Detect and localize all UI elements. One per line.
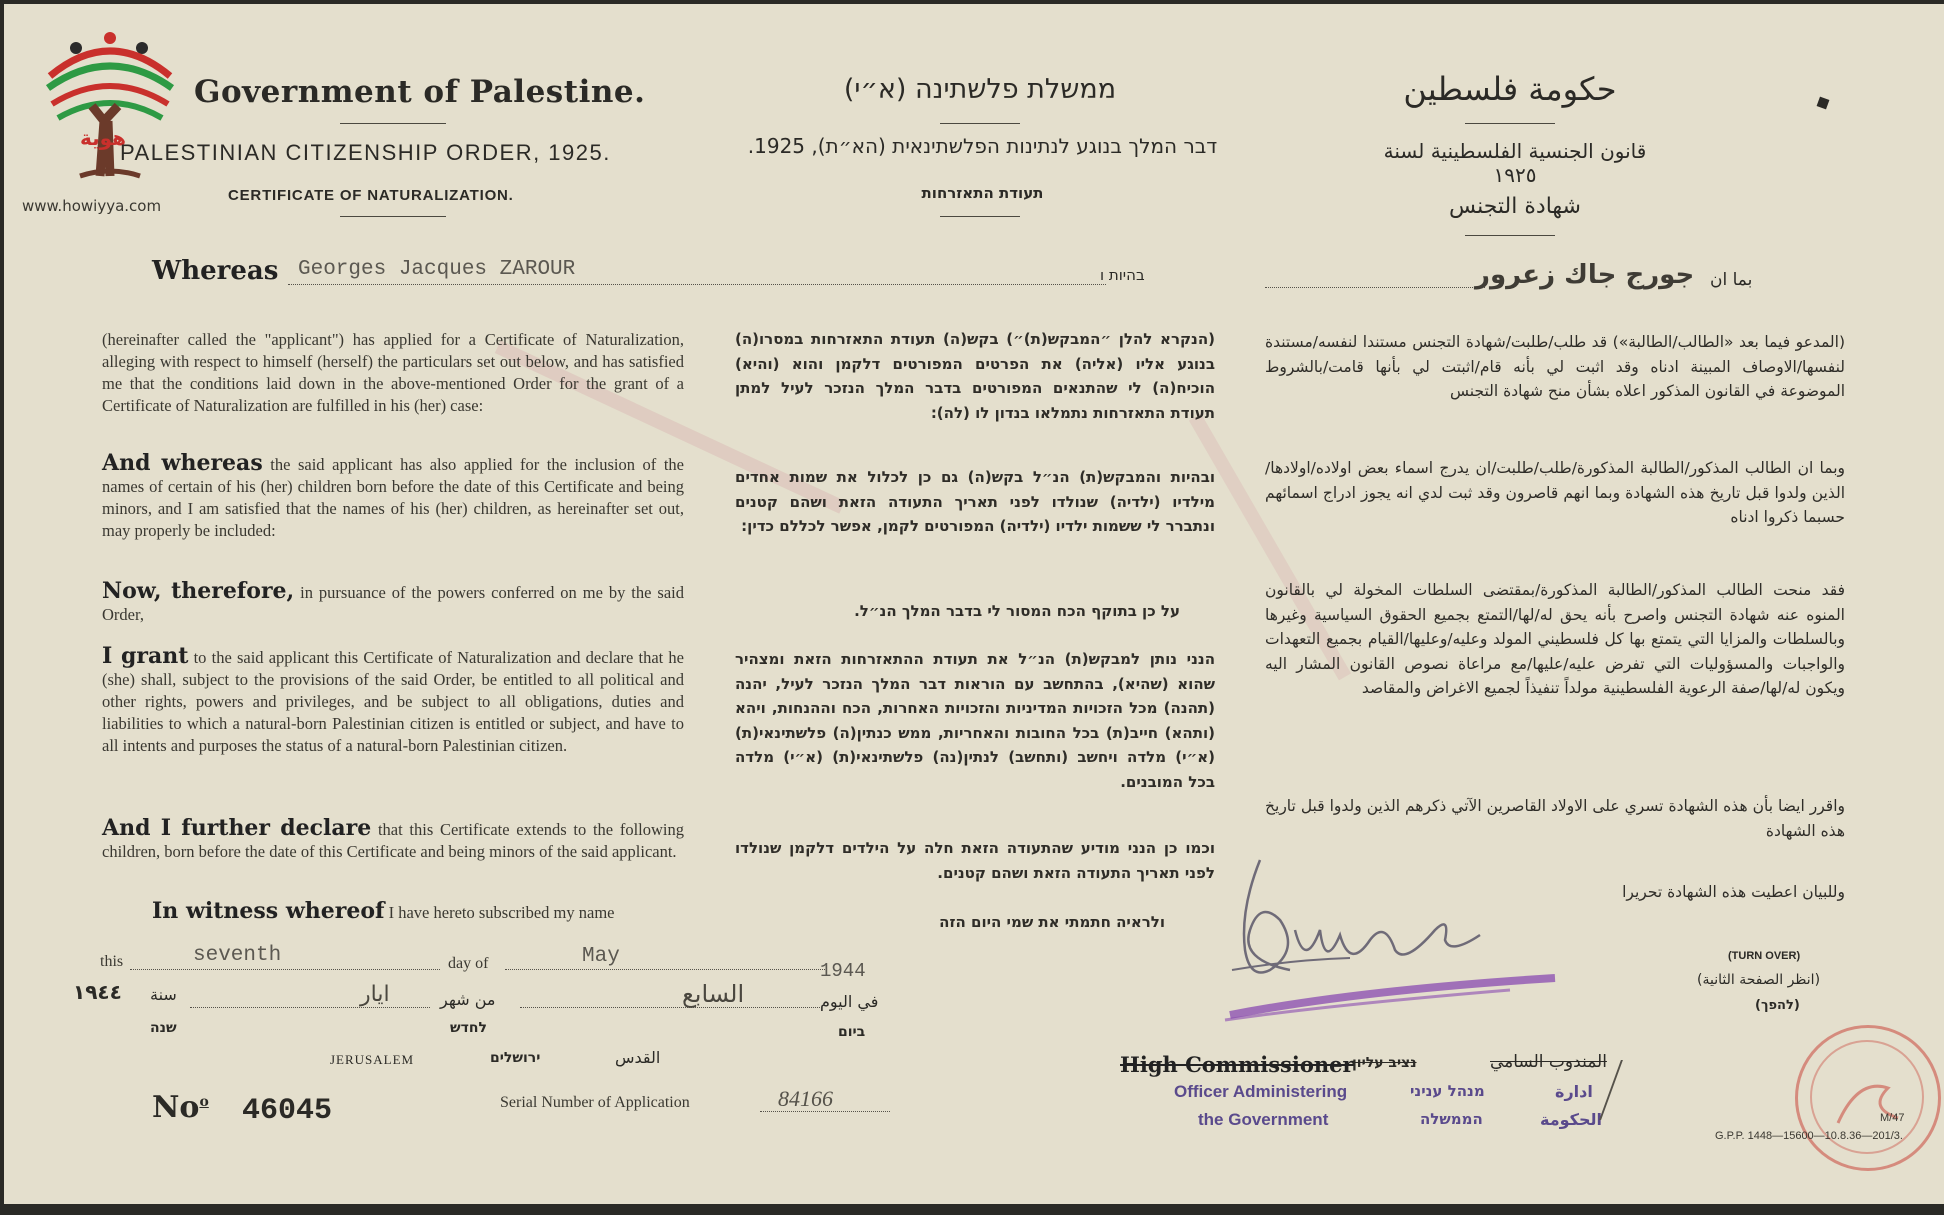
arabic-month-value: ايار bbox=[360, 982, 390, 1007]
arabic-year-label: سنة bbox=[150, 985, 177, 1004]
hebrew-paragraph-3: על כן בתוקף הכח המסור לי בדבר המלך הנ״ל. bbox=[854, 602, 1180, 620]
month-line bbox=[505, 968, 825, 970]
signature bbox=[1210, 840, 1570, 1040]
divider bbox=[1465, 123, 1555, 124]
english-paragraph-1: (hereinafter called the "applicant") has applied for a Certificate of Naturalization, alleging with respect to himself (herself) the particulars set out below, and has satisfied me that the conditions laid down in the above-mentioned Order for the grant of a Certificate of Naturalization are fulfilled in his (her) case: bbox=[102, 330, 684, 415]
english-paragraph-2: And whereas the said applicant has also applied for the inclusion of the names of certain of his (her) children born before the date of this Certificate and being minors, and I am satisfied that the names of his (her) children, as hereinafter set out, may properly be included: bbox=[102, 450, 684, 540]
header-english-certificate: CERTIFICATE OF NATURALIZATION. bbox=[228, 187, 514, 204]
english-paragraph-4: I grant to the said applicant this Certificate of Naturalization and declare that he (she) shall, subject to the provisions of the said Order, be entitled to all political and other rights, powers and privileges, and be subject to all obligations, duties and liabilities to which a natural-born Palestinian citizen is entitled or subject, and have to all intents and purposes the status of a natural-born Palestinian citizen. bbox=[102, 643, 684, 755]
high-commissioner-arabic-struck: المندوب السامي bbox=[1490, 1052, 1607, 1072]
this-label: this bbox=[100, 953, 124, 970]
place-hebrew: ירושלים bbox=[490, 1050, 541, 1066]
place-arabic: القدس bbox=[615, 1048, 661, 1067]
month-typed: May bbox=[582, 945, 620, 968]
hebrew-paragraph-6: ולראיה חתמתי את שמי היום הזה bbox=[939, 913, 1165, 931]
divider bbox=[340, 216, 446, 217]
name-line-arabic bbox=[1265, 286, 1485, 288]
divider bbox=[1465, 235, 1555, 236]
arabic-paragraph-4: واقرر ايضا بأن هذه الشهادة تسري على الاولاد القاصرين الآتي ذكرهم الذين ولدوا قبل تاريخ هذه الشهادة bbox=[1265, 797, 1845, 840]
day-of-label: day of bbox=[448, 955, 489, 972]
arabic-day-value: السابع bbox=[682, 980, 745, 1008]
arabic-whereas-label: بما ان bbox=[1710, 270, 1753, 290]
turn-over-english: (TURN OVER) bbox=[1728, 950, 1801, 962]
name-line bbox=[288, 283, 1106, 285]
arabic-month-label: من شهر bbox=[440, 990, 496, 1009]
high-commissioner-struck: High Commissioner bbox=[1120, 1052, 1354, 1077]
header-hebrew-title: ממשלת פלשתינה (א״י) bbox=[843, 74, 1117, 105]
government-hebrew: הממשלה bbox=[1420, 1110, 1483, 1128]
header-hebrew-order: דבר המלך בנוגע לנתינות הפלשתינאית (הא״ת), 1925. bbox=[747, 134, 1218, 158]
certificate-number-label: No$^o$ bbox=[152, 1090, 209, 1125]
printer-code: G.P.P. 1448—15600—10.8.36—201/3. bbox=[1715, 1130, 1903, 1142]
day-line bbox=[130, 968, 440, 970]
serial-value: 84166 bbox=[778, 1086, 833, 1111]
english-p3-lead: Now, therefore, bbox=[102, 578, 295, 604]
the-government: the Government bbox=[1198, 1110, 1329, 1129]
arabic-month-line bbox=[190, 1006, 430, 1008]
year-typed: 1944 bbox=[820, 960, 866, 982]
header-arabic-order: قانون الجنسية الفلسطينية لسنة ١٩٢٥ bbox=[1383, 139, 1647, 187]
english-paragraph-3: Now, therefore, in pursuance of the powers conferred on me by the said Order, bbox=[102, 578, 684, 624]
hebrew-day-label: ביום bbox=[838, 1024, 866, 1040]
header-english-title: Government of Palestine. bbox=[194, 74, 646, 110]
hebrew-paragraph-1: (הנקרא להלן ״המבקש(ת)״) בקש(ה) תעודת התאזרחות במסרו(ה) בנוגע אליו (אליה) את הפרטים המפורטים דלקמן והוא (והיא) הוכיח(ה) לי שהתנאים המפורטים בדבר המלך הנזכר לעיל למתן תעודת התאזרחות נתמלאו בנדון לו (לה): bbox=[735, 330, 1215, 422]
header-hebrew-certificate: תעודת התאזרחות bbox=[921, 184, 1044, 202]
arabic-paragraph-1: (المدعو فيما بعد «الطالب/الطالبة») قد طلب/طلبت/شهادة التجنس مستندا لنفسه/مستندة لنفسها/الاوصاف المبينة ادناه وقد اثبت لي بأنه قام/اثبتت لي بأنها قامت/بالشروط الموضوعة في القانون المذكور اعلاه بشأن منح شهادة التجنس bbox=[1265, 333, 1845, 400]
scan-edge-bottom bbox=[0, 1204, 1944, 1215]
serial-label: Serial Number of Application bbox=[500, 1094, 690, 1111]
high-commissioner-hebrew-struck: נציב עליון bbox=[1352, 1055, 1417, 1071]
hebrew-year-label: שנה bbox=[150, 1020, 177, 1036]
english-p4-lead: I grant bbox=[102, 643, 189, 669]
site-url: www.howiyya.com bbox=[22, 197, 162, 215]
header-english-order: PALESTINIAN CITIZENSHIP ORDER, 1925. bbox=[120, 140, 611, 165]
whereas-label: Whereas bbox=[152, 256, 279, 286]
logo-text: هوية bbox=[80, 126, 127, 150]
applicant-name-typed: Georges Jacques ZAROUR bbox=[298, 258, 576, 281]
government-arabic: الحكومة bbox=[1540, 1110, 1602, 1129]
arabic-day-line bbox=[520, 1006, 820, 1008]
header-arabic-certificate: شهادة التجنس bbox=[1449, 194, 1581, 219]
officer-arabic: ادارة bbox=[1555, 1082, 1593, 1101]
officer-administering: Officer Administering bbox=[1174, 1082, 1348, 1101]
arabic-paragraph-5: وللبيان اعطيت هذه الشهادة تحريرا bbox=[1622, 883, 1845, 901]
turn-over-arabic: (انظر الصفحة الثانية) bbox=[1697, 972, 1821, 988]
hebrew-paragraph-4: הנני נותן למבקש(ת) הנ״ל את תעודת ההתאזרחות הזאת ומצהיר שהוא (שהיא), בהתחשב עם הוראות דבר המלך הנזכר לעיל, יהנה (תהנה) מכל הזכויות המדיניות והזכויות האחרות, הכח וההנחות, ויהא (ותהא) חייב(ת) בכל החובות והאחריות, ממש כנתין(ה) פלשתינאי(ת) (א״י) מלדה ויחשב (ותחשב) לנתין(נה) פלשתינאי(ת) (א״י) מלדה בכל המובנים. bbox=[735, 650, 1215, 791]
header-arabic-title: حكومة فلسطين bbox=[1403, 70, 1617, 108]
arabic-paragraph-2: وبما ان الطالب المذكور/الطالبة المذكورة/طلب/طلبت/ان يدرج اسماء بعض اولاده/اولادها/الذين ولدوا قبل تاريخ هذه الشهادة وبما انهم قاصرون وقد ثبت لدي انه يجوز ادراج اسمائهم حسبما ذكروا ادناه bbox=[1265, 459, 1845, 526]
form-number: M/47 bbox=[1880, 1112, 1905, 1124]
applicant-name-arabic: جورج جاك زعرور bbox=[1475, 260, 1695, 290]
english-p2-lead: And whereas bbox=[102, 450, 263, 476]
place-english: JERUSALEM bbox=[330, 1052, 415, 1067]
arabic-year-value: ١٩٤٤ bbox=[73, 980, 122, 1004]
english-paragraph-6: In witness whereof I have hereto subscribed my name bbox=[152, 898, 615, 924]
arabic-day-label: في اليوم bbox=[820, 992, 879, 1011]
english-p6-lead: In witness whereof bbox=[152, 898, 385, 924]
divider bbox=[940, 123, 1020, 124]
officer-hebrew: מנהל עניני bbox=[1410, 1082, 1485, 1100]
english-p5-lead: And I further declare bbox=[102, 815, 372, 841]
hebrew-whereas-label: בהיות ו bbox=[1100, 266, 1145, 284]
divider bbox=[940, 216, 1020, 217]
scan-edge-left bbox=[0, 0, 4, 1215]
certificate-number-value: 46045 bbox=[242, 1094, 333, 1128]
hebrew-month-label: לחדש bbox=[450, 1020, 487, 1036]
scan-edge-top bbox=[0, 0, 1944, 4]
corner-mark bbox=[1817, 97, 1830, 110]
hebrew-paragraph-5: וכמו כן הנני מודיע שהתעודה הזאת חלה על הילדים דלקמן שנולדו לפני תאריך התעודה הזאת ושהם קטנים. bbox=[735, 839, 1215, 882]
hebrew-paragraph-2: ובהיות והמבקש(ת) הנ״ל בקש(ה) גם כן לכלול את שמות אחדים מילדיו (ילדיה) שנולדו לפני תאריך התעודה הזאת ושהם קטנים ונתברר לי ששמות ילדיו (ילדיה) המפורטים לקמן, אפשר לכללם כדין: bbox=[735, 468, 1215, 535]
red-seal-stamp bbox=[1795, 1025, 1941, 1171]
turn-over-hebrew: (להפך) bbox=[1755, 998, 1800, 1013]
day-typed: seventh bbox=[193, 944, 282, 967]
english-paragraph-5: And I further declare that this Certificate extends to the following children, born before the date of this Certificate and being minors of the said applicant. bbox=[102, 815, 684, 861]
arabic-paragraph-3: فقد منحت الطالب المذكور/الطالبة المذكورة/بمقتضى السلطات المخولة لي بالقانون المنوه عنه شهادة التجنس واصرح بأنه يحق له/لها/التمتع بجميع الحقوق السياسية وغيرها وبالسلطات والمزايا التي يتمتع بها كل فلسطيني المولد وعليه/وعليها/القيام بجميع التعهدات والواجبات والمسؤوليات التي تفرض عليه/عليها/مع مراعاة نصوص القانون المشار اليه ويكون له/لها/صفة الرعوية الفلسطينية مولداً تنفيذاً لجميع الاغراض والمقاصد bbox=[1265, 581, 1845, 697]
divider bbox=[340, 123, 446, 124]
